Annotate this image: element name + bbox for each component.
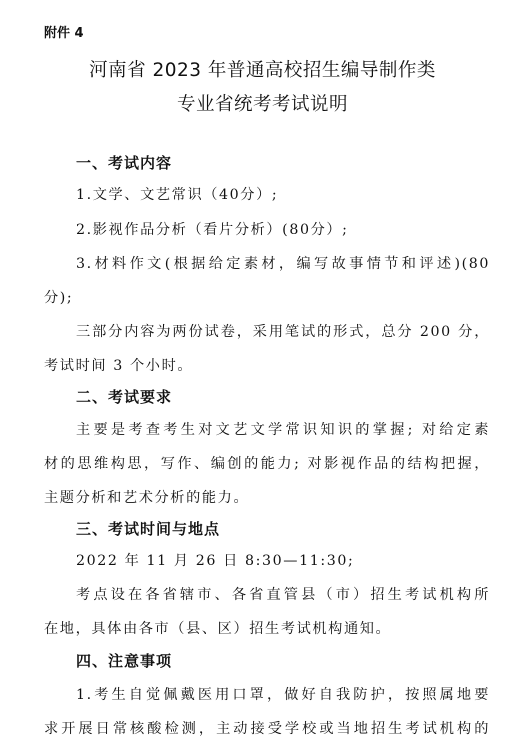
- document-title-line-2: 专业省统考考试说明: [176, 94, 348, 115]
- section-heading-time-and-place: 三、考试时间与地点: [76, 520, 221, 538]
- paragraph-line: 2.影视作品分析（看片分析）(80分）;: [76, 222, 349, 238]
- section-heading-exam-requirements: 二、考试要求: [76, 388, 173, 406]
- paragraph-line: 考点设在各省辖市、各省直管县（市）招生考试机构所: [76, 587, 490, 603]
- annex-label: 附件 4: [44, 26, 84, 41]
- paragraph-line: 3.材料作文(根据给定素材，编写故事情节和评述)(80: [76, 256, 490, 272]
- section-heading-exam-content: 一、考试内容: [76, 154, 173, 172]
- paragraph-line: 考试时间 3 个小时。: [44, 358, 194, 374]
- paragraph-line: 三部分内容为两份试卷，采用笔试的形式，总分 200 分，: [76, 324, 490, 340]
- paragraph-line: 材的思维构思，写作、编创的能力; 对影视作品的结构把握，: [44, 456, 490, 472]
- paragraph-line: 分);: [44, 290, 74, 306]
- paragraph-line: 主要是考查考生对文艺文学常识知识的掌握; 对给定素: [76, 422, 490, 438]
- paragraph-line: 2022 年 11 月 26 日 8:30—11:30;: [76, 553, 355, 569]
- paragraph-line: 主题分析和艺术分析的能力。: [44, 490, 250, 506]
- document-title-line-1: 河南省 2023 年普通高校招生编导制作类: [89, 60, 436, 81]
- paragraph-line: 1.考生自觉佩戴医用口罩，做好自我防护，按照属地要: [76, 687, 490, 703]
- paragraph-line: 1.文学、文艺常识（40分）;: [76, 187, 279, 203]
- paragraph-line: 在地，具体由各市（县、区）招生考试机构通知。: [44, 621, 392, 637]
- paragraph-line: 求开展日常核酸检测，主动接受学校或当地招生考试机构的: [44, 721, 490, 737]
- section-heading-notes: 四、注意事项: [76, 652, 173, 670]
